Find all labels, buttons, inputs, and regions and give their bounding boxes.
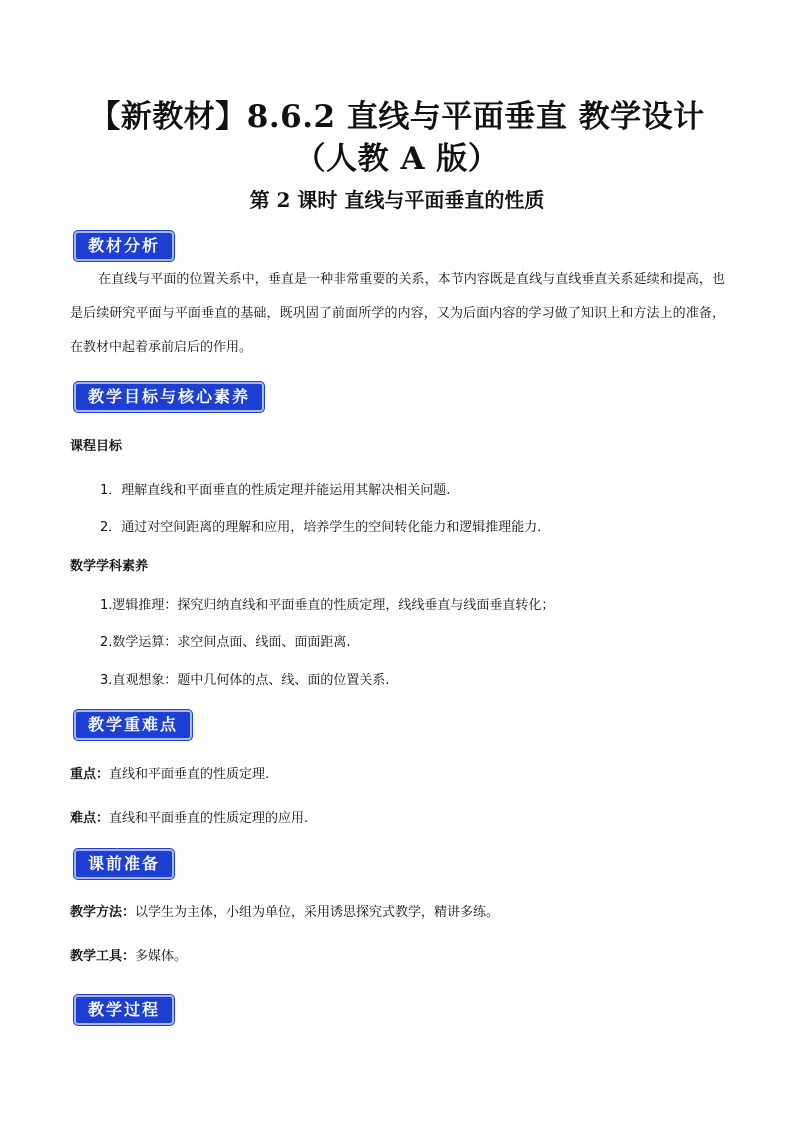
literacy-item: 1.逻辑推理：探究归纳直线和平面垂直的性质定理，线线垂直与线面垂直转化； bbox=[100, 598, 555, 613]
document-subtitle: 第 2 课时 直线与平面垂直的性质 bbox=[249, 188, 545, 212]
analysis-paragraph: 在直线与平面的位置关系中，垂直是一种非常重要的关系，本节内容既是直线与直线垂直关系延续和提高，也是后续研究平面与平面垂直的基础，既巩固了前面所学的内容，又为后面内容的学习做了知识上和方法上的准备，在教材中起着承前启后的作用。 bbox=[70, 272, 725, 355]
section-badge-goals: 教学目标与核心素养 bbox=[74, 382, 264, 412]
difficult-point-label: 难点： bbox=[70, 811, 110, 826]
key-point-text: 直线和平面垂直的性质定理. bbox=[109, 767, 270, 782]
key-point-label: 重点： bbox=[70, 767, 110, 782]
document-title: 【新教材】8.6.2 直线与平面垂直 教学设计（人教 A 版） bbox=[89, 99, 705, 177]
course-goal-item: 1．理解直线和平面垂直的性质定理并能运用其解决相关问题. bbox=[100, 483, 451, 498]
section-badge-keypoints: 教学重难点 bbox=[74, 710, 192, 740]
teaching-tools-label: 教学工具： bbox=[70, 949, 136, 964]
literacy-item: 2.数学运算：求空间点面、线面、面面距离. bbox=[100, 635, 351, 650]
teaching-method-label: 教学方法： bbox=[70, 905, 136, 920]
difficult-point-text: 直线和平面垂直的性质定理的应用. bbox=[109, 811, 309, 826]
teaching-method-text: 以学生为主体，小组为单位，采用诱思探究式教学，精讲多练。 bbox=[135, 905, 500, 920]
section-badge-analysis: 教材分析 bbox=[74, 231, 174, 261]
difficult-point-line bbox=[70, 809, 308, 829]
literacy-item: 3.直观想象：题中几何体的点、线、面的位置关系. bbox=[100, 673, 390, 688]
literacy-heading: 数学学科素养 bbox=[70, 559, 149, 574]
course-goals-heading: 课程目标 bbox=[70, 439, 123, 454]
section-badge-preparation: 课前准备 bbox=[74, 849, 174, 879]
teaching-tools-line bbox=[70, 947, 187, 967]
section-badge-process: 教学过程 bbox=[74, 995, 174, 1025]
course-goal-item: 2．通过对空间距离的理解和应用，培养学生的空间转化能力和逻辑推理能力． bbox=[100, 520, 551, 535]
teaching-tools-text: 多媒体。 bbox=[135, 949, 188, 964]
key-point-line bbox=[70, 765, 269, 785]
teaching-method-line bbox=[70, 903, 499, 923]
